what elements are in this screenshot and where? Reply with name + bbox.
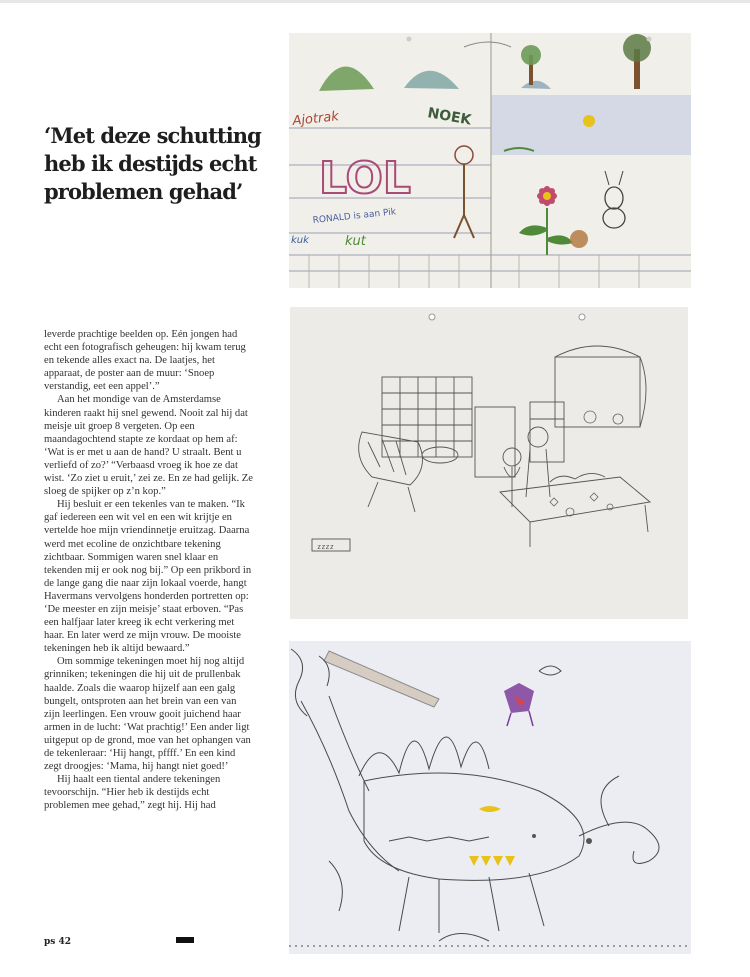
fence-word-kuk: kuk (291, 235, 309, 246)
paragraph-3: Hij besluit er een tekenles van te maken. “Ik gaf iedereen een wit vel en een wit krijtje en vertelde hoe mijn vriendinnetje eruitzag. Daarna werd met ecoline de onzichtbare tekening zichtbaar. Sommigen waren snel klaar en tekenden mij er ook nog bij.” Op een prikbord in de lange gang die naar zijn lokaal voerde, hangt Havermans vervolgens honderden portretten op: ‘De meester en zijn meisje’ staat erboven. “Pas een halfjaar later kreeg ik echt verkering met haar. En later werd ze mijn vrouw. De mooiste tekeningen heb ik altijd bewaard.” (44, 499, 252, 655)
paragraph-5: Hij haalt een tiental andere tekeningen tevoorschijn. “Hier heb ik destijds echt problemen mee gehad,” zegt hij. Hij had (44, 774, 221, 812)
fence-word-noek: NOEK (426, 105, 473, 129)
fence-word-kut: kut (345, 234, 366, 249)
classroom-drawing (290, 307, 688, 619)
dragon-drawing-art (289, 641, 691, 954)
top-border (0, 0, 750, 3)
classroom-drawing-art (290, 307, 688, 619)
classroom-label: zzzz (317, 543, 334, 551)
dragon-drawing (289, 641, 691, 954)
page-marker (176, 937, 194, 943)
fence-word-ajotrak: Ajotrak (291, 109, 340, 129)
fence-word-lol: LOL (319, 153, 411, 204)
article-body (44, 328, 254, 812)
pull-quote: ‘Met deze schutting heb ik destijds echt problemen gehad’ (44, 123, 261, 204)
page-number: ps 42 (44, 937, 72, 947)
paragraph-1: leverde prachtige beelden op. Eén jongen had echt een fotografisch geheugen: hij kwam terug en tekende alles exact na. De laatjes, het apparaat, de poster aan de muur: ‘Snoep verstandig, eet een appel’.” (44, 329, 246, 393)
paragraph-2: Aan het mondige van de Amsterdamse kinderen raakt hij snel gewend. Nooit zal hij dat meisje uit groep 8 vergeten. Op een maandagochtend stapte ze kordaat op hem af: ‘Wat is er met u aan de hand? U straalt. Bent u verliefd of zo?’ “Verbaasd vroeg ik hoe ze dat wist. ‘Zo ziet u eruit,’ zei ze. En ze had gelijk. Ze sloeg de spijker op z’n kop.” (44, 394, 253, 498)
paragraph-4: Om sommige tekeningen moet hij nog altijd grinniken; tekeningen die hij uit de prullenbak haalde. Zoals die waarop hijzelf aan een galg bungelt, ontsproten aan het brein van een van zijn leerlingen. Een vrouw gooit juichend haar armen in de lucht: ‘Wat prachtig!’ Een ander ligt uitgeput op de grond, moe van het ophangen van de tekenleraar: ‘Hij hangt, pffff.’ En een kind zegt droogjes: ‘Mama, hij hangt niet goed!’ (44, 656, 251, 773)
fence-drawing (289, 33, 691, 288)
fence-drawing-art (289, 33, 691, 288)
fence-word-ronald: RONALD is aan Pik (312, 207, 397, 226)
